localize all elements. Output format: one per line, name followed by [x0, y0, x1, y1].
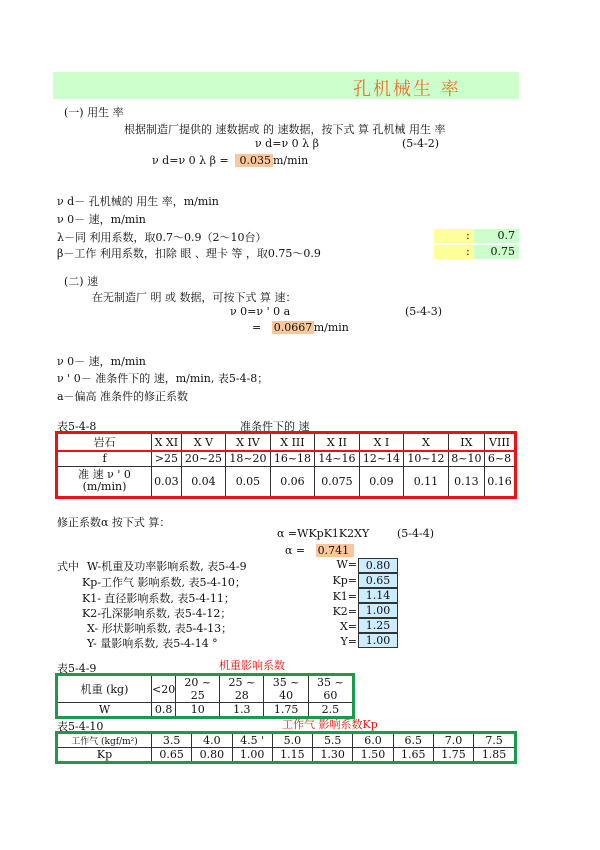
table-cell: 4.0: [192, 733, 232, 748]
table-header-cell: W: [57, 703, 152, 718]
coef-k2-key: K2=: [332, 605, 357, 618]
formula-result-label: ν d=ν 0 λ β =: [152, 154, 229, 167]
table-cell: 1.65: [393, 748, 433, 763]
def-lambda: λ－同 利用系数，取0.7～0.9（2～10台）: [57, 231, 267, 244]
coef-x-text: X- 形状影响系数, 表5-4-13；: [87, 622, 233, 635]
nu-d-unit: m/min: [273, 154, 309, 167]
table-cell: <20: [152, 675, 176, 703]
table-cell: 1.15: [272, 748, 312, 763]
coef-w-value: 0.80: [358, 558, 398, 573]
beta-value: 0.75: [490, 245, 515, 258]
section2-heading: (二) 速: [64, 275, 99, 288]
table-cell: X IV: [226, 433, 271, 452]
table-cell: 1.75: [264, 703, 308, 718]
table-5-4-8: [55, 431, 517, 499]
table-cell: 20 ~ 25: [176, 675, 220, 703]
table-cell: 14~16: [315, 451, 360, 466]
table-cell: IX: [448, 433, 484, 452]
table-cell: 0.03: [152, 466, 182, 497]
table-header-cell: f: [57, 451, 152, 466]
table-5-4-9: [55, 673, 355, 719]
section1-intro: 根据制造厂提供的 速数据或 的 速数据，按下式 算 孔机械 用生 率: [124, 123, 446, 136]
coef-k1-key: K1=: [332, 590, 357, 603]
table548-caption: 准条件下的 速: [240, 420, 310, 433]
result-value-row: [235, 154, 308, 167]
def-nu-0: ν 0－ 速，m/min: [57, 213, 146, 226]
table-cell: 10: [176, 703, 220, 718]
table-row: [57, 466, 516, 497]
table-cell: 5.0: [272, 733, 312, 748]
table-cell: 18~20: [226, 451, 271, 466]
table-cell: 6.0: [353, 733, 393, 748]
coef-k1-value: 1.14: [358, 588, 398, 603]
table-cell: X II: [315, 433, 360, 452]
coef-kp-key: Kp=: [332, 574, 357, 587]
table-cell: 6.5: [393, 733, 433, 748]
table-cell: 1.75: [433, 748, 473, 763]
table-cell: >25: [152, 451, 182, 466]
table-header-cell: Kp: [57, 748, 152, 763]
table-cell: 5.5: [313, 733, 353, 748]
coef-x-key: X=: [339, 620, 357, 633]
table-cell: 0.65: [152, 748, 192, 763]
coef-x-value: 1.25: [358, 618, 398, 633]
table-cell: 0.80: [192, 748, 232, 763]
nu-d-value: 0.035: [235, 154, 273, 167]
table-cell: 1.85: [474, 748, 516, 763]
table-row: [57, 433, 516, 452]
table-cell: 12~14: [359, 451, 404, 466]
table-cell: 3.5: [152, 733, 192, 748]
table-row: [57, 748, 516, 763]
lambda-colon-cell: :: [434, 229, 474, 243]
formula-5-4-2-number: (5-4-2): [402, 137, 440, 150]
def2-nu-prime: ν ' 0－ 准条件下的 速，m/min, 表5-4-8；: [57, 372, 269, 385]
table-cell: 25 ~ 28: [220, 675, 264, 703]
formula-5-4-3-number: (5-4-3): [405, 305, 443, 318]
table-cell: 2.5: [308, 703, 353, 718]
table-cell: 0.09: [359, 466, 404, 497]
nu-0-unit: m/min: [313, 321, 349, 334]
table-cell: X: [404, 433, 449, 452]
coef-k1-text: K1- 直径影响系数, 表5-4-11；: [82, 592, 235, 605]
table-cell: 0.075: [315, 466, 360, 497]
section1-heading: (一) 用生 率: [64, 106, 124, 119]
table-cell: 0.06: [270, 466, 315, 497]
page-title: 孔机械生 率: [353, 79, 461, 100]
table-cell: 0.8: [152, 703, 176, 718]
formula-5-4-3: ν 0=ν ' 0 a: [230, 305, 291, 318]
nu-0-value: 0.0667: [273, 321, 313, 334]
table-row: [57, 675, 354, 703]
table-cell: 6~8: [485, 451, 516, 466]
beta-value-cell: [474, 245, 519, 259]
coef-w-key: W=: [336, 558, 357, 571]
table549-label: 表5-4-9: [57, 662, 97, 675]
table-header-cell: 准 速 ν ' 0 (m/min): [57, 466, 152, 497]
table5410-caption: 工作气 影响系数Kp: [282, 718, 378, 731]
def-beta: β－工作 利用系数，扣除 眼 、理卡 等 ，取0.75～0.9: [57, 247, 321, 260]
table-cell: X V: [181, 433, 226, 452]
table549-caption: 机重影响系数: [219, 659, 285, 672]
table-cell: 1.3: [220, 703, 264, 718]
lambda-value: 0.7: [497, 229, 515, 242]
table-cell: 7.0: [433, 733, 473, 748]
table-header-cell: 岩石: [57, 433, 152, 452]
table-cell: 20~25: [181, 451, 226, 466]
table-cell: 1.00: [232, 748, 272, 763]
nu-0-result-row: = 0.0667 m/min: [252, 321, 349, 334]
table-cell: 0.13: [448, 466, 484, 497]
formula-5-4-4-number: (5-4-4): [397, 527, 435, 540]
formula-5-4-2: ν d=ν 0 λ β: [255, 137, 319, 150]
table-cell: X XI: [152, 433, 182, 452]
table-header-cell: 机重 (kg): [57, 675, 152, 703]
coef-kp-value: 0.65: [358, 573, 398, 588]
coef-kp-text: Kp-工作气 影响系数, 表5-4-10；: [82, 576, 246, 589]
table-header-cell: 工作气 (kgf/m²): [57, 733, 152, 748]
beta-colon-cell: :: [434, 245, 474, 259]
section2-intro: 在无制造厂 明 或 数据，可按下式 算 速：: [92, 291, 297, 304]
table-cell: 0.11: [404, 466, 449, 497]
table-cell: VIII: [485, 433, 516, 452]
table-cell: 0.16: [485, 466, 516, 497]
where-label: 式中: [57, 560, 79, 573]
table-cell: 35 ~ 40: [264, 675, 308, 703]
table-cell: 7.5: [474, 733, 516, 748]
table-cell: 8~10: [448, 451, 484, 466]
coef-k2-text: K2-孔深影响系数, 表5-4-12；: [82, 607, 232, 620]
table-cell: X III: [270, 433, 315, 452]
lambda-value-cell: [474, 229, 519, 243]
table548-label: 表5-4-8: [57, 420, 97, 433]
def-nu-d: ν d－ 孔机械的 用生 率，m/min: [57, 195, 219, 208]
alpha-value: 0.741: [316, 544, 354, 557]
table-cell: 35 ~ 60: [308, 675, 353, 703]
table-cell: 1.30: [313, 748, 353, 763]
alpha-row: α = 0.741: [285, 544, 354, 557]
table-cell: 1.50: [353, 748, 393, 763]
coef-k2-value: 1.00: [358, 603, 398, 618]
formula-5-4-4: α =WKpK1K2XY: [277, 527, 370, 540]
table-cell: 0.04: [181, 466, 226, 497]
def2-nu-0: ν 0－ 速，m/min: [57, 355, 146, 368]
table-cell: X I: [359, 433, 404, 452]
table-row: [57, 451, 516, 466]
coef-y-key: Y=: [340, 635, 357, 648]
coef-y-value: 1.00: [358, 633, 398, 648]
correction-intro: 修正系数α 按下式 算：: [57, 516, 171, 529]
table-5-4-10: [55, 731, 517, 764]
table-cell: 0.05: [226, 466, 271, 497]
table-row: [57, 733, 516, 748]
coef-w-text: W-机重及功率影响系数, 表5-4-9: [87, 560, 247, 573]
table5410-label: 表5-4-10: [57, 720, 104, 733]
coef-y-text: Y- 量影响系数, 表5-4-14 °: [87, 637, 218, 650]
table-cell: 16~18: [270, 451, 315, 466]
table-cell: 10~12: [404, 451, 449, 466]
table-cell: 4.5 ': [232, 733, 272, 748]
def2-a: a－偏高 准条件的修正系数: [57, 390, 189, 403]
